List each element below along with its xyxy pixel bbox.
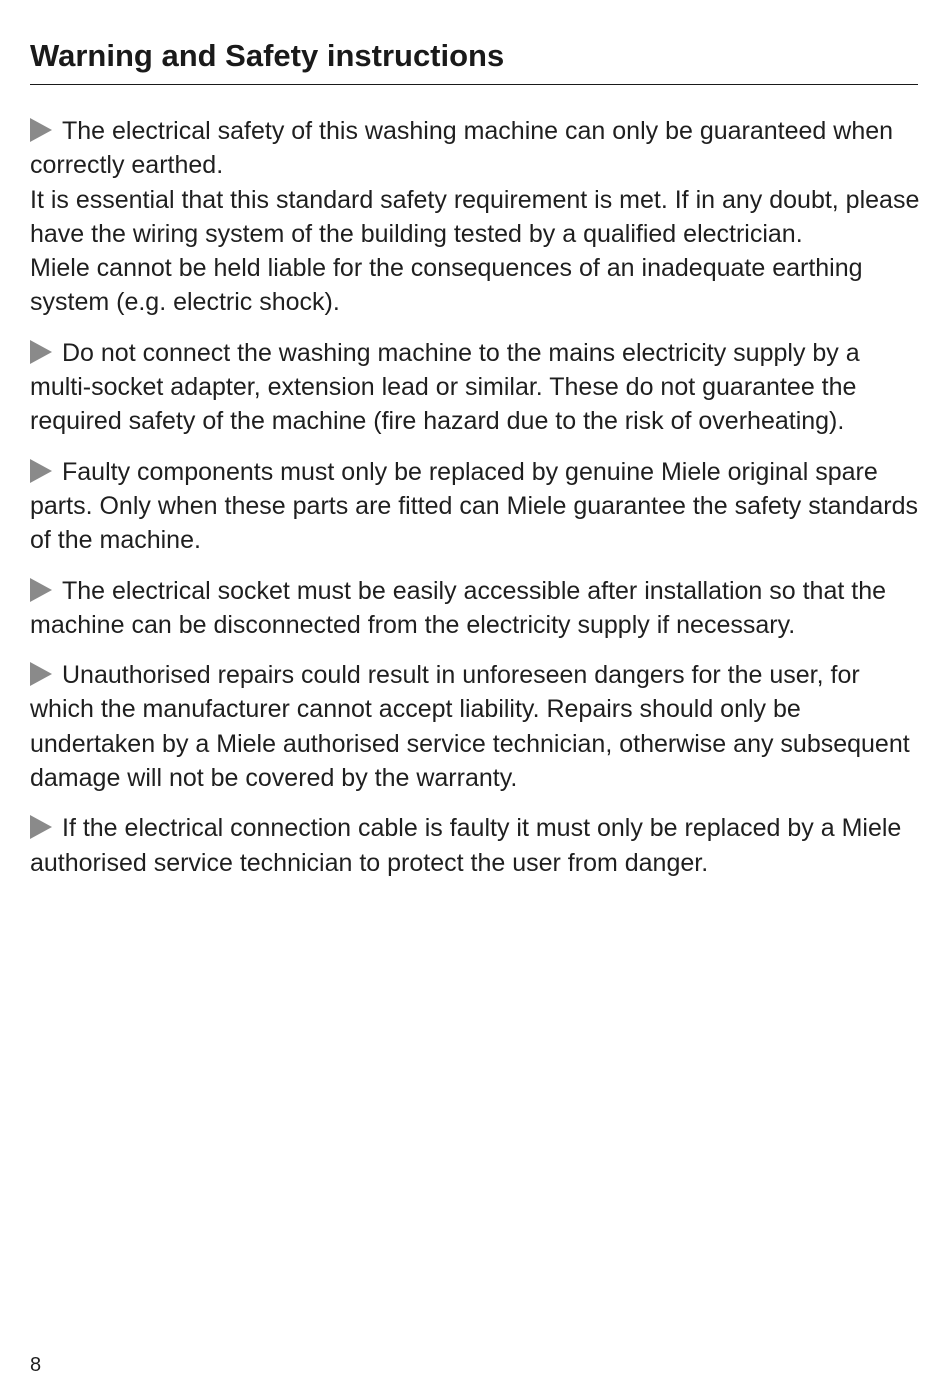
- instruction-item: [30, 114, 920, 320]
- instruction-paragraph: Faulty components must only be replaced by genuine Miele original spare parts. Only when these parts are fitted can Miele guarantee the safety standards of the machine.: [30, 457, 919, 555]
- instruction-paragraph: If the electrical connection cable is faulty it must only be replaced by a Miele authorised service technician to protect the user from danger.: [30, 814, 902, 877]
- instruction-item: [30, 455, 920, 558]
- instruction-paragraph: Do not connect the washing machine to the mains electricity supply by a multi-socket adapter, extension lead or similar. These do not guarantee the required safety of the machine (fire hazard due to the risk of overheating).: [30, 338, 860, 436]
- triangle-bullet-icon: [30, 815, 52, 839]
- instruction-paragraph: The electrical safety of this washing machine can only be guaranteed when correctly earthed.: [30, 117, 894, 180]
- instruction-paragraph: Miele cannot be held liable for the consequences of an inadequate earthing system (e.g. electric shock).: [30, 254, 863, 317]
- triangle-bullet-icon: [30, 118, 52, 142]
- triangle-bullet-icon: [30, 459, 52, 483]
- triangle-bullet-icon: [30, 578, 52, 602]
- instruction-item: [30, 336, 920, 439]
- instruction-paragraph: It is essential that this standard safety requirement is met. If in any doubt, please have the wiring system of the building tested by a qualified electrician.: [30, 185, 920, 248]
- instruction-paragraph: The electrical socket must be easily accessible after installation so that the machine can be disconnected from the electricity supply if necessary.: [30, 576, 887, 639]
- page-number: 8: [30, 1354, 42, 1376]
- triangle-bullet-icon: [30, 340, 52, 364]
- triangle-bullet-icon: [30, 662, 52, 686]
- page-title: Warning and Safety instructions: [30, 38, 505, 73]
- page-header: [30, 36, 918, 85]
- instruction-paragraph: Unauthorised repairs could result in unforeseen dangers for the user, for which the manufacturer cannot accept liability. Repairs should only be undertaken by a Miele authorised service technician, otherwise any subsequent damage will not be covered by the warranty.: [30, 661, 910, 793]
- instruction-item: [30, 574, 920, 643]
- safety-instructions-list: [30, 114, 920, 896]
- instruction-item: [30, 811, 920, 880]
- instruction-item: [30, 658, 920, 795]
